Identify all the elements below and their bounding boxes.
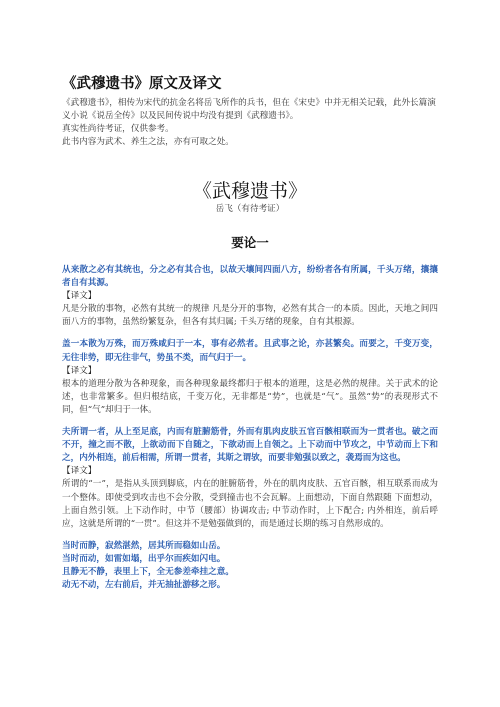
- translation-text: 所谓的“一”，是指从头顶到脚底，内在的脏腑筋骨，外在的肌肉皮肤、五官百骸，相互联系而成为一个整体。即使受到攻击也不会分散，受到撞击也不会瓦解。上面想动，下面自然跟随 下面想动，上面自然引领。上下动作时，中节（腰部）协调攻击; 中节动作时，上下配合; 内外相连，前后呼应，这就是所谓的“一贯”。但这并不是勉强做到的，而是通过长期的练习自然形成的。: [62, 479, 438, 529]
- closing-line: 且静无不静，表里上下，全无参差牵挂之意。: [62, 566, 234, 577]
- intro-paragraph: 此书内容为武术、养生之法，亦有可取之处。: [62, 137, 234, 147]
- translation-label: 【译文】: [62, 466, 97, 477]
- translation-text: 凡是分散的事物，必然有其统一的规律 凡是分开的事物，必然有其合一的本质。因此，天地之间四面八方的事物，虽然纷繁复杂，但各有其归属; 千头万绪的现象，自有其根源。: [62, 304, 438, 328]
- translation-label: 【译文】: [62, 291, 97, 302]
- closing-line: 当时而静，寂然湛然，居其所而稳如山岳。: [62, 540, 226, 551]
- document-title: 《武穆遗书》原文及译文: [62, 76, 222, 92]
- section-title: 要论一: [231, 235, 269, 250]
- translation-text: 根本的道理分散为各种现象，而各种现象最终都归于根本的道理，这是必然的规律。关于武术的论述，也非常繁多。但归根结底，千变万化，无非都是“势”，也就是“气”。虽然“势”的表现形式不同，但“气”却归于一体。: [62, 378, 438, 415]
- translation-label: 【译文】: [62, 365, 97, 376]
- intro-paragraph: 真实性尚待考证，仅供参考。: [62, 124, 174, 134]
- intro-block: [62, 97, 438, 149]
- author-line: 岳飞（有待考证）: [215, 204, 285, 214]
- original-text: 从来散之必有其统也，分之必有其合也，以故天壤间四面八方，纷纷者各有所属，千头万绪，攘攘者自有其源。: [62, 265, 438, 289]
- original-text: 夫所谓一者，从上至足底，内而有脏腑筋骨，外而有肌肉皮肤五官百骸相联而为一贯者也。破之而不开，撞之而不散，上欲动而下自随之，下欲动而上自领之。上下动而中节攻之，中节动而上下和之，内外相连，前后相需，所谓一贯者，其斯之谓欤，而要非勉强以致之，袭焉而为这也。: [62, 427, 438, 464]
- original-text: 盖一本散为万殊，而万殊咸归于一本，事有必然者。且武事之论，亦甚繁矣。而要之，千变万变，无往非势，即无往非气，势虽不类，而气归于一。: [62, 339, 438, 363]
- passages-body: [62, 264, 438, 592]
- book-title: 《武穆遗书》: [192, 180, 307, 202]
- closing-line: 当时而动，如雷如塌，出乎尔而疾如闪电。: [62, 553, 226, 564]
- intro-paragraph: 《武穆遗书》，相传为宋代的抗金名将岳飞所作的兵书，但在《宋史》中并无相关记载，此外长篇演义小说《说岳全传》以及民间传说中均没有提到《武穆遗书》。: [62, 98, 436, 121]
- closing-line: 动无不动，左右前后，并无抽扯游移之形。: [62, 580, 226, 591]
